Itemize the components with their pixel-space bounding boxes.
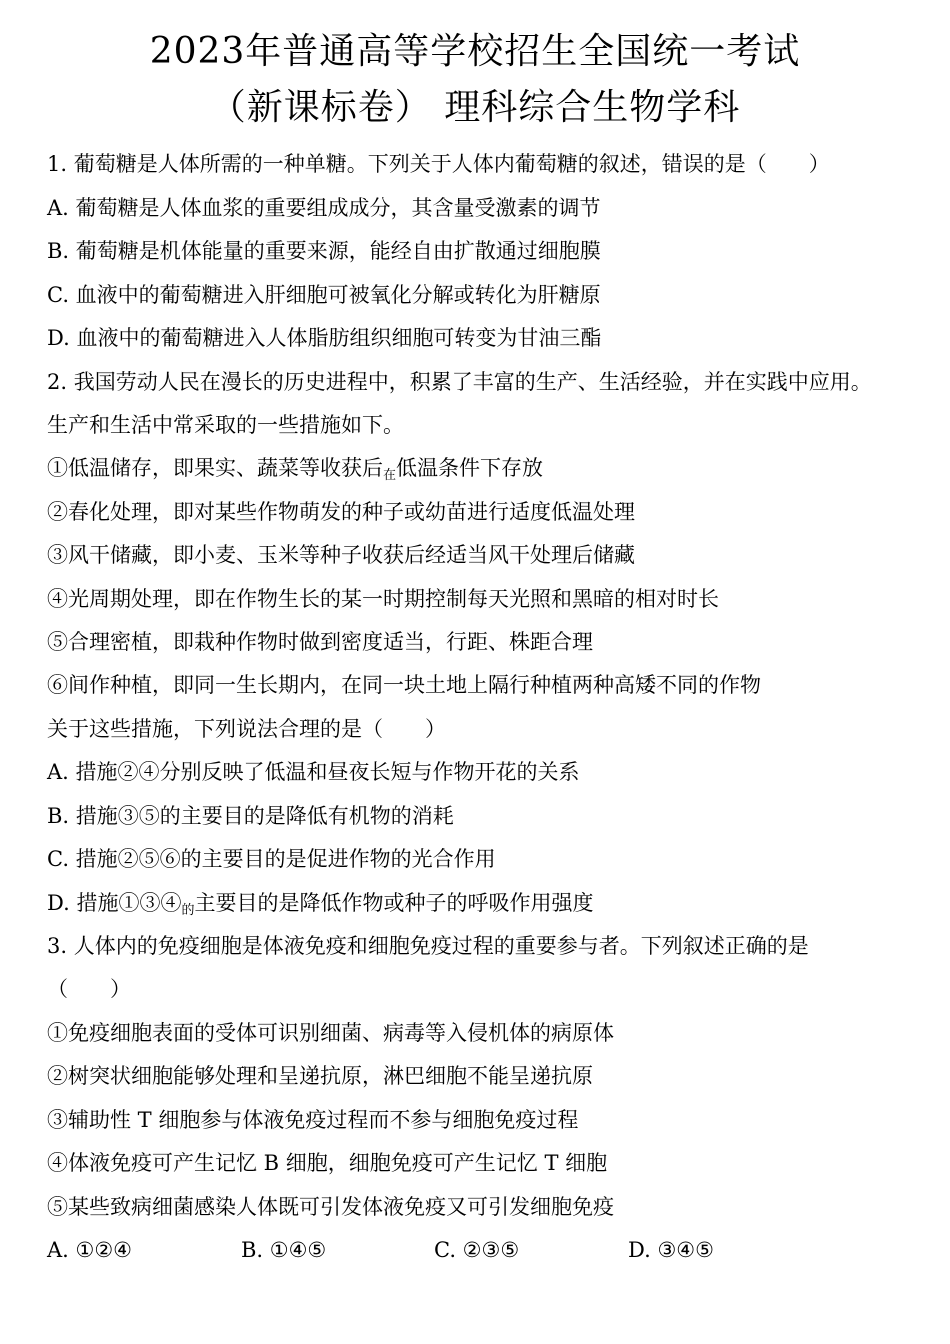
q3-statement-3: ③辅助性 T 细胞参与体液免疫过程而不参与细胞免疫过程 <box>47 1108 579 1132</box>
q3-option-b: B. ①④⑤ <box>241 1238 327 1262</box>
q2-measure-1-text-end: 低温条件下存放 <box>396 456 544 480</box>
q2-option-d <box>47 888 593 926</box>
q3-stem-line1: 3. 人体内的免疫细胞是体液免疫和细胞免疫过程的重要参与者。下列叙述正确的是 <box>47 934 809 958</box>
q2-measure-5: ⑤合理密植，即栽种作物时做到密度适当，行距、株距合理 <box>47 630 593 654</box>
q1-option-a: A. 葡萄糖是人体血浆的重要组成成分，其含量受激素的调节 <box>47 196 601 220</box>
q2-stem-line1: 2. 我国劳动人民在漫长的历史进程中，积累了丰富的生产、生活经验，并在实践中应用。 <box>47 370 872 394</box>
q3-statement-1: ①免疫细胞表面的受体可识别细菌、病毒等入侵机体的病原体 <box>47 1021 614 1045</box>
q2-measure-6: ⑥间作种植，即同一生长期内，在同一块土地上隔行种植两种高矮不同的作物 <box>47 673 761 697</box>
q3-option-c: C. ②③⑤ <box>434 1238 520 1262</box>
q2-question: 关于这些措施，下列说法合理的是（ ） <box>47 717 446 741</box>
exam-title: 2023年普通高等学校招生全国统一考试 <box>149 31 801 72</box>
exam-subtitle: （新课标卷） 理科综合生物学科 <box>209 87 741 128</box>
q2-measure-1-text: ①低温储存，即果实、蔬菜等收获后 <box>47 456 383 480</box>
q2-measure-4: ④光周期处理，即在作物生长的某一时期控制每天光照和黑暗的相对时长 <box>47 587 719 611</box>
q2-measure-1 <box>47 453 543 491</box>
q1-option-b: B. 葡萄糖是机体能量的重要来源，能经自由扩散通过细胞膜 <box>47 239 601 263</box>
q2-measure-2: ②春化处理，即对某些作物萌发的种子或幼苗进行适度低温处理 <box>47 500 635 524</box>
q3-statement-5: ⑤某些致病细菌感染人体既可引发体液免疫又可引发细胞免疫 <box>47 1195 614 1219</box>
q3-statement-2: ②树突状细胞能够处理和呈递抗原，淋巴细胞不能呈递抗原 <box>47 1064 593 1088</box>
q2-option-b: B. 措施③⑤的主要目的是降低有机物的消耗 <box>47 804 454 828</box>
q3-option-d: D. ③④⑤ <box>628 1238 714 1262</box>
q1-stem: 1. 葡萄糖是人体所需的一种单糖。下列关于人体内葡萄糖的叙述，错误的是（ ） <box>47 152 830 176</box>
q2-option-d-text: D. 措施①③④ <box>47 891 182 915</box>
q2-option-a: A. 措施②④分别反映了低温和昼夜长短与作物开花的关系 <box>47 760 580 784</box>
q1-option-d: D. 血液中的葡萄糖进入人体脂肪组织细胞可转变为甘油三酯 <box>47 326 602 350</box>
q3-stem-line2: （ ） <box>47 977 131 1001</box>
q3-option-a: A. ①②④ <box>47 1238 132 1262</box>
q2-stem-line2: 生产和生活中常采取的一些措施如下。 <box>47 413 404 437</box>
q2-measure-3: ③风干储藏，即小麦、玉米等种子收获后经适当风干处理后储藏 <box>47 543 635 567</box>
q2-option-d-small-char: 的 <box>181 903 195 918</box>
q2-measure-1-small-char: 在 <box>383 468 397 483</box>
q3-statement-4: ④体液免疫可产生记忆 B 细胞，细胞免疫可产生记忆 T 细胞 <box>47 1151 608 1175</box>
q2-option-c: C. 措施②⑤⑥的主要目的是促进作物的光合作用 <box>47 847 496 871</box>
q1-option-c: C. 血液中的葡萄糖进入肝细胞可被氧化分解或转化为肝糖原 <box>47 283 601 307</box>
q2-option-d-text-end: 主要目的是降低作物或种子的呼吸作用强度 <box>194 891 594 915</box>
